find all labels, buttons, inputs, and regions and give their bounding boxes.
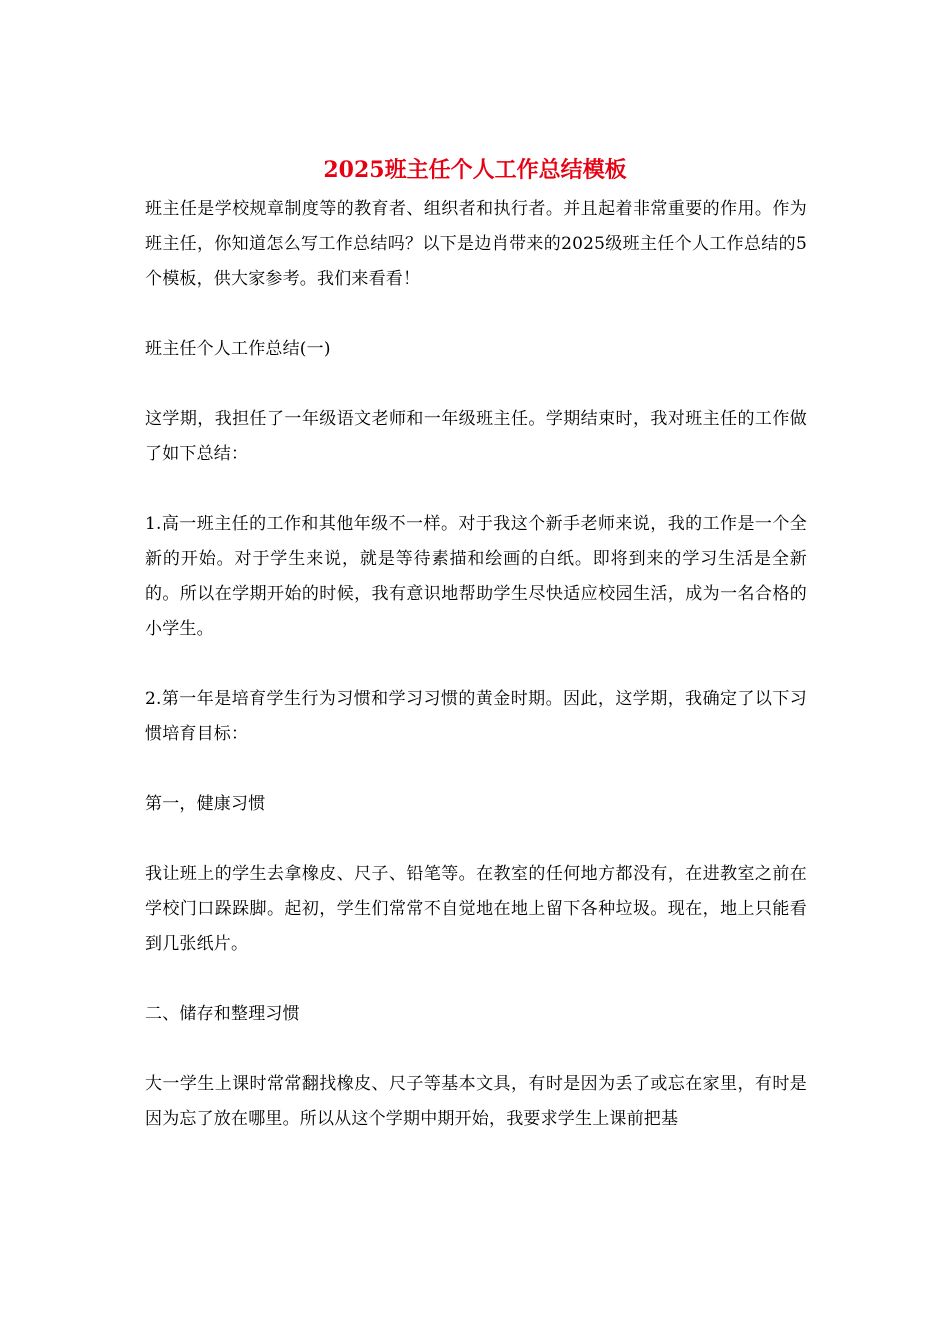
- numbered-paragraph-2: 2.第一年是培育学生行为习惯和学习习惯的黄金时期。因此，这学期，我确定了以下习惯培育目标：: [145, 689, 807, 744]
- intro-paragraph: 班主任是学校规章制度等的教育者、组织者和执行者。并且起着非常重要的作用。作为班主任，你知道怎么写工作总结吗？以下是边肖带来的2025级班主任个人工作总结的5个模板，供大家参考。我们来看看！: [145, 199, 807, 289]
- document-body: [145, 192, 807, 1172]
- body-paragraph: 大一学生上课时常常翻找橡皮、尺子等基本文具，有时是因为丢了或忘在家里，有时是因为忘了放在哪里。所以从这个学期中期开始，我要求学生上课前把基: [145, 1074, 807, 1129]
- document-title: 2025班主任个人工作总结模板: [323, 157, 627, 183]
- body-paragraph: 这学期，我担任了一年级语文老师和一年级班主任。学期结束时，我对班主任的工作做了如下总结：: [145, 409, 807, 464]
- body-paragraph: 我让班上的学生去拿橡皮、尺子、铅笔等。在教室的任何地方都没有，在进教室之前在学校门口跺跺脚。起初，学生们常常不自觉地在地上留下各种垃圾。现在，地上只能看到几张纸片。: [145, 864, 807, 954]
- subheading-health-habit: 第一，健康习惯: [145, 794, 266, 814]
- section-heading: 班主任个人工作总结(一): [145, 339, 331, 359]
- subheading-storage-habit: 二、储存和整理习惯: [145, 1004, 300, 1024]
- numbered-paragraph-1: 1.高一班主任的工作和其他年级不一样。对于我这个新手老师来说，我的工作是一个全新的开始。对于学生来说，就是等待素描和绘画的白纸。即将到来的学习生活是全新的。所以在学期开始的时候，我有意识地帮助学生尽快适应校园生活，成为一名合格的小学生。: [145, 514, 807, 639]
